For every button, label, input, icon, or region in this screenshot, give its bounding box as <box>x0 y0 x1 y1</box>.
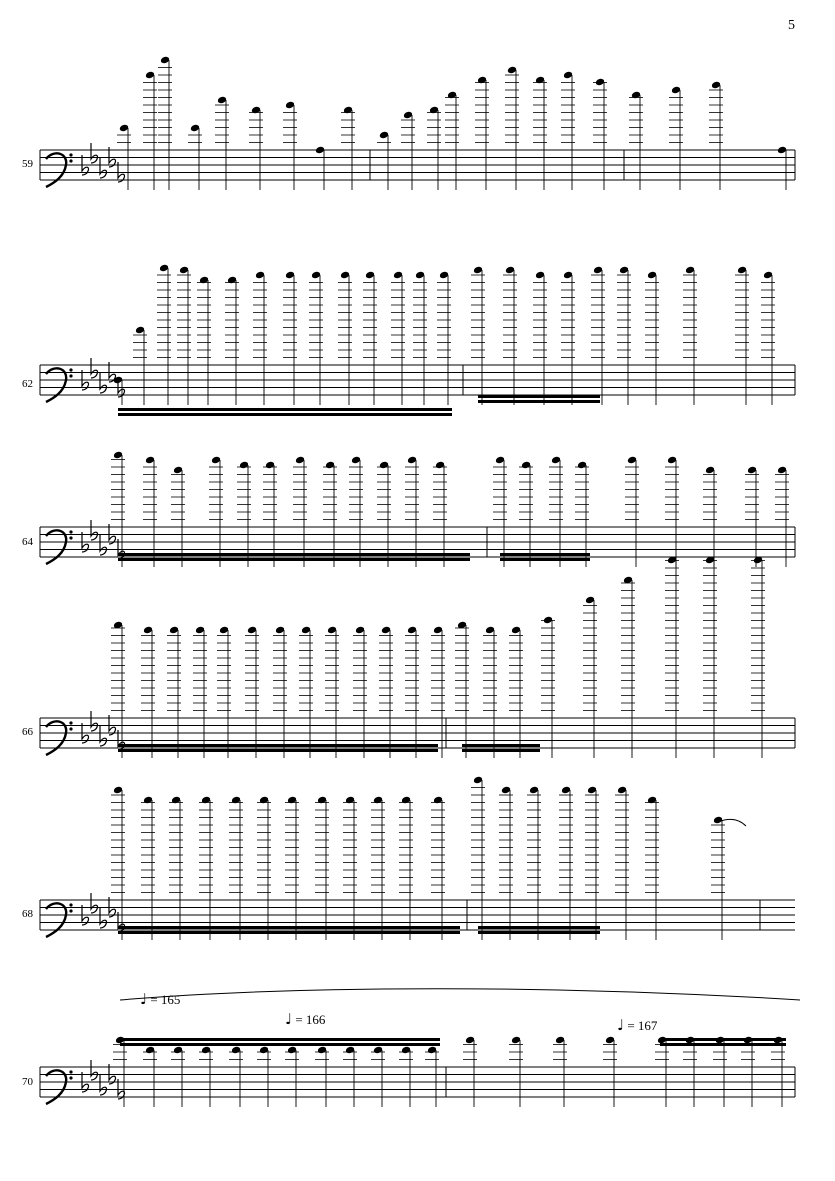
measure-number: 62 <box>22 378 33 390</box>
note-head <box>747 466 757 475</box>
note-head <box>295 456 305 465</box>
beam <box>210 408 300 411</box>
beam <box>540 395 600 398</box>
note-head <box>135 326 145 335</box>
beam <box>500 553 590 556</box>
beam <box>372 408 452 411</box>
flat-icon <box>91 893 98 913</box>
note-head <box>317 1046 327 1055</box>
note-head <box>551 456 561 465</box>
note-head <box>587 786 597 795</box>
tempo-value: = 166 <box>295 1012 326 1027</box>
note-head <box>667 456 677 465</box>
note-head <box>671 86 681 95</box>
note-head <box>143 626 153 635</box>
bass-clef-icon <box>46 530 66 564</box>
note-head <box>563 71 573 80</box>
note-head <box>477 76 487 85</box>
slur <box>120 989 800 1000</box>
flat-icon <box>100 535 107 555</box>
note-head <box>373 1046 383 1055</box>
note-head <box>447 91 457 100</box>
clef-dot <box>69 1070 72 1073</box>
flat-icon <box>100 158 107 178</box>
beam <box>120 1038 205 1041</box>
note-head <box>627 456 637 465</box>
note-head <box>345 1046 355 1055</box>
note-head <box>555 1036 565 1045</box>
clef-dot <box>69 1076 72 1079</box>
note-head <box>259 1046 269 1055</box>
measure-number: 64 <box>22 536 33 548</box>
note-head <box>275 626 285 635</box>
note-head <box>311 271 321 280</box>
flat-icon <box>100 1075 107 1095</box>
note-head <box>619 266 629 275</box>
note-head <box>737 266 747 275</box>
note-head <box>435 461 445 470</box>
note-head <box>113 451 123 460</box>
note-head <box>355 626 365 635</box>
beam <box>300 553 390 556</box>
clef-dot <box>69 374 72 377</box>
note-head <box>325 461 335 470</box>
beam <box>500 558 590 561</box>
flat-icon <box>100 373 107 393</box>
note-head <box>373 796 383 805</box>
beam <box>118 931 205 934</box>
note-head <box>495 456 505 465</box>
note-head <box>543 616 553 625</box>
note-head <box>647 271 657 280</box>
beam <box>390 558 470 561</box>
note-head <box>427 1046 437 1055</box>
note-head <box>365 271 375 280</box>
note-head <box>287 796 297 805</box>
beam <box>205 931 290 934</box>
measure-number: 68 <box>22 908 33 920</box>
measure-number: 70 <box>22 1076 33 1088</box>
note-head <box>327 626 337 635</box>
note-head <box>617 786 627 795</box>
note-head <box>159 264 169 273</box>
note-head <box>201 1046 211 1055</box>
note-head <box>415 271 425 280</box>
note-head <box>315 146 325 155</box>
note-head <box>251 106 261 115</box>
flat-icon <box>91 520 98 540</box>
note-head <box>199 276 209 285</box>
beam <box>378 931 460 934</box>
note-head <box>711 81 721 90</box>
note-head <box>255 271 265 280</box>
note-head <box>173 466 183 475</box>
note-head <box>239 461 249 470</box>
note-head <box>465 1036 475 1045</box>
beam <box>478 926 600 929</box>
beam <box>118 553 210 556</box>
note-head <box>605 1036 615 1045</box>
measure-number: 59 <box>22 158 33 170</box>
note-head <box>585 596 595 605</box>
note-head <box>169 626 179 635</box>
beam <box>290 926 378 929</box>
beam <box>300 558 390 561</box>
beam <box>462 744 540 747</box>
note-head <box>705 466 715 475</box>
beam <box>118 926 205 929</box>
note-head <box>343 106 353 115</box>
clef-dot <box>69 536 72 539</box>
note-head <box>145 1046 155 1055</box>
beam <box>205 926 290 929</box>
page-number: 5 <box>788 18 795 33</box>
beam <box>300 408 372 411</box>
note-head <box>535 76 545 85</box>
measure-number: 66 <box>22 726 33 738</box>
note-head <box>231 796 241 805</box>
note-head <box>521 461 531 470</box>
note-head <box>190 124 200 133</box>
note-head <box>173 1046 183 1055</box>
beam <box>200 749 280 752</box>
note-head <box>345 796 355 805</box>
beam <box>200 744 280 747</box>
beam <box>478 931 600 934</box>
note-head <box>529 786 539 795</box>
note-head <box>287 1046 297 1055</box>
clef-dot <box>69 153 72 156</box>
flat-icon <box>91 1060 98 1080</box>
note-head <box>113 786 123 795</box>
note-head <box>473 776 483 785</box>
note-head <box>563 271 573 280</box>
beam <box>378 926 460 929</box>
note-head <box>407 456 417 465</box>
note-head <box>685 266 695 275</box>
flat-icon <box>100 726 107 746</box>
note-head <box>507 66 517 75</box>
note-head <box>647 796 657 805</box>
flat-icon <box>91 358 98 378</box>
note-head <box>439 271 449 280</box>
clef-dot <box>69 159 72 162</box>
beam <box>290 1038 378 1041</box>
clef-dot <box>69 727 72 730</box>
note-head <box>505 266 515 275</box>
note-head <box>561 786 571 795</box>
note-head <box>265 461 275 470</box>
note-head <box>145 71 155 80</box>
quarter-note-icon: ♩ <box>140 990 148 1008</box>
note-head <box>379 131 389 140</box>
note-head <box>403 111 413 120</box>
note-head <box>401 796 411 805</box>
note-head <box>485 626 495 635</box>
note-head <box>763 271 773 280</box>
note-head <box>535 271 545 280</box>
note-head <box>501 786 511 795</box>
beam <box>360 749 438 752</box>
note-head <box>340 271 350 280</box>
note-head <box>143 796 153 805</box>
note-head <box>379 461 389 470</box>
flat-icon <box>91 711 98 731</box>
beam <box>378 1043 440 1046</box>
note-head <box>433 796 443 805</box>
note-head <box>407 626 417 635</box>
note-head <box>201 796 211 805</box>
beam <box>360 744 438 747</box>
note-head <box>227 276 237 285</box>
beam <box>290 931 378 934</box>
note-head <box>317 796 327 805</box>
bass-clef-icon <box>46 721 66 755</box>
beam <box>478 395 540 398</box>
tempo-value: = 167 <box>627 1018 658 1033</box>
beam <box>118 744 200 747</box>
quarter-note-icon: ♩ <box>285 1010 293 1028</box>
note-head <box>160 56 170 65</box>
clef-dot <box>69 368 72 371</box>
beam <box>118 749 200 752</box>
beam <box>280 749 360 752</box>
beam <box>540 400 600 403</box>
note-head <box>119 124 129 133</box>
note-head <box>577 461 587 470</box>
beam <box>205 1038 290 1041</box>
quarter-note-icon: ♩ <box>617 1016 625 1034</box>
flat-icon <box>91 143 98 163</box>
note-head <box>593 266 603 275</box>
beam <box>210 553 300 556</box>
note-head <box>511 1036 521 1045</box>
note-head <box>195 626 205 635</box>
beam <box>390 553 470 556</box>
beam <box>120 1043 205 1046</box>
beam <box>118 413 210 416</box>
note-head <box>473 266 483 275</box>
note-head <box>217 96 227 105</box>
note-head <box>351 456 361 465</box>
beam <box>280 744 360 747</box>
beam <box>210 558 300 561</box>
bass-clef-icon <box>46 153 66 187</box>
bass-clef-icon <box>46 903 66 937</box>
beam <box>478 400 540 403</box>
flat-icon <box>100 908 107 928</box>
beam <box>660 1038 786 1041</box>
note-head <box>285 101 295 110</box>
note-head <box>301 626 311 635</box>
beam <box>205 1043 290 1046</box>
beam <box>118 408 210 411</box>
note-head <box>393 271 403 280</box>
note-head <box>433 626 443 635</box>
tempo-value: = 165 <box>150 992 181 1007</box>
note-head <box>631 91 641 100</box>
bass-clef-icon <box>46 368 66 402</box>
beam <box>462 749 540 752</box>
beam <box>210 413 300 416</box>
note-head <box>595 78 605 87</box>
clef-dot <box>69 909 72 912</box>
note-head <box>713 816 723 825</box>
note-head <box>429 106 439 115</box>
note-head <box>777 466 787 475</box>
beam <box>118 558 210 561</box>
note-head <box>179 266 189 275</box>
note-head <box>113 376 123 385</box>
note-head <box>285 271 295 280</box>
note-head <box>381 626 391 635</box>
clef-dot <box>69 903 72 906</box>
beam <box>660 1043 786 1046</box>
beam <box>378 1038 440 1041</box>
beam <box>290 1043 378 1046</box>
note-head <box>219 626 229 635</box>
note-head <box>171 796 181 805</box>
bass-clef-icon <box>46 1070 66 1104</box>
note-head <box>145 456 155 465</box>
note-head <box>511 626 521 635</box>
note-head <box>401 1046 411 1055</box>
beam <box>300 413 372 416</box>
note-head <box>259 796 269 805</box>
note-head <box>231 1046 241 1055</box>
beam <box>372 413 452 416</box>
clef-dot <box>69 721 72 724</box>
note-head <box>247 626 257 635</box>
note-head <box>211 456 221 465</box>
note-head <box>777 146 787 155</box>
clef-dot <box>69 530 72 533</box>
